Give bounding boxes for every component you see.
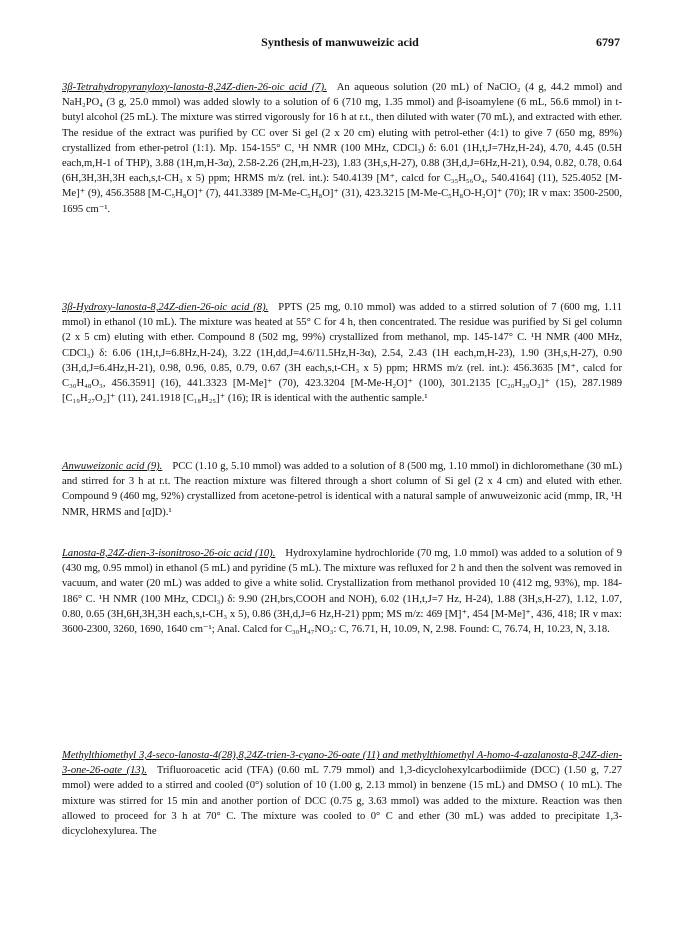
section-body: PCC (1.10 g, 5.10 mmol) was added to a solution of 8 (500 mg, 1.10 mmol) in dichloromethane (30 mL) and stirred for 3 h at r.t. The reaction mixture was filtered through a short column of Si gel (2 x 4 cm) and eluted with ether. Compound 9 (460 mg, 92%) crystallized from acetone-petrol is identical with a natural sample of anwuweizonic acid (mmp, IR, ¹H NMR, HRMS and [α]D).¹ [62, 461, 622, 518]
page-number: 6797 [596, 35, 620, 49]
section-body: Hydroxylamine hydrochloride (70 mg, 1.0 mmol) was added to a solution of 9 (430 mg, 0.95 mmol) in ethanol (5 mL) and pyridine (5 mL). The mixture was refluxed for 2 h and then the solvent was removed in vacuum, and water (20 mL) was added to give a white solid. Crystallization from methanol provided 10 (412 mg, 93%), mp. 184-186° C. ¹H NMR (100 MHz, CDCl₃) δ: 9.90 (2H,brs,COOH and NOH), 6.02 (1H,t,J=7 Hz, H-24), 1.88 (3H,s,H-27), 1.12, 1.07, 0.80, 0.65 (3H,6H,3H,3H each,s,t-CH₃ x 5), 0.86 (3H,d,J=6 Hz,H-21) ppm; MS m/z: 469 [M]⁺, 454 [M-Me]⁺, 436, 418; IR v max: 3600-2300, 3260, 1690, 1640 cm⁻¹; Anal. Calcd for C₃₀H₄₇NO₃: C, 76.71, H, 10.09, N, 2.98. Found: C, 76.74, H, 10.23, N, 3.18. [62, 548, 623, 636]
section-body: PPTS (25 mg, 0.10 mmol) was added to a stirred solution of 7 (600 mg, 1.11 mmol) in ethanol (10 mL). The mixture was heated at 55° C for 4 h, then concentrated. The residue was purified by Si gel column (2 x 5 cm) eluting with ether. Compound 8 (502 mg, 99%) crystallized from methanol, mp. 145-147° C. ¹H NMR (400 MHz, CDCl₃) δ: 6.06 (1H,t,J=6.8Hz,H-24), 3.22 (1H,dd,J=4.6/11.5Hz,H-3α), 2.54, 2.43 (1H each,m,H-23), 1.90 (3H,s,H-27), 0.90 (3H,d,J=6.4Hz,H-21), 0.98, 0.96, 0.85, 0.79, 0.67 (3H each,s,t-CH₃ x 5) ppm; HRMS m/z (rel. int.): 456.3635 [M⁺, calcd for C₃₀H₄₈O₃, 456.3591] (16), 441.3323 [M-Me]⁺ (70), 423.3204 [M-Me-H₂O]⁺ (100), 301.2135 [C₂₀H₂₉O₂]⁺ (15), 287.1989 [C₁₉H₂₇O₂]⁺ (11), 241.1918 [C₁₈H₂₅]⁺ (16); IR is identical with the authentic sample.¹ [62, 302, 622, 405]
section-compound-7 [62, 80, 622, 217]
section-heading: Lanosta-8,24Z-dien-3-isonitroso-26-oic acid (10). [62, 548, 276, 559]
section-heading: Methylthiomethyl 3,4-seco-lanosta-4(28),8,24Z-trien-3-cyano-26-oate (11) and methylthiomethyl A-homo-4-azalanosta-8,24Z-dien-3-one-26-oate (13). [62, 750, 622, 777]
section-compound-8 [62, 300, 622, 406]
section-compound-10 [62, 546, 622, 637]
running-title: Synthesis of manwuweizic acid [261, 35, 419, 49]
section-heading: 3β-Tetrahydropyranyloxy-lanosta-8,24Z-dien-26-oic acid (7). [62, 82, 327, 93]
section-body: An aqueous solution (20 mL) of NaClO₂ (4 g, 44.2 mmol) and NaH₂PO₄ (3 g, 25.0 mmol) was added slowly to a solution of 6 (710 mg, 1.35 mmol) and β-isoamylene (6 mL, 56.6 mmol) in t-butyl alcohol (25 mL). The mixture was stirred vigorously for 16 h at r.t., then diluted with water (70 mL), and extracted with ether. The residue of the extract was purified by CC over Si gel (2 x 20 cm) eluting with petrol-ether (4:1) to give 7 (650 mg, 89%) crystallized from ether-petrol (1:1). Mp. 154-155° C, ¹H NMR (100 MHz, CDCl₃) δ: 6.01 (1H,t,J=7Hz,H-24), 4.70, 4.45 (0.5H each,m,H-1 of THP), 3.88 (1H,m,H-3α), 2.58-2.26 (2H,m,H-23), 1.83 (3H,s,H-27), 0.88 (3H,d,J=6Hz,H-21), 0.94, 0.82, 0.78, 0.64 (6H,3H,3H,3H each,s,t-CH₃ x 5) ppm; HRMS m/z (rel. int.): 540.4139 [M⁺, calcd for C₃₅H₅₆O₄, 540.4164] (11), 525.4052 [M-Me]⁺ (9), 456.3588 [M-C₅H₈O]⁺ (7), 441.3389 [M-Me-C₅H₈O]⁺ (31), 423.3215 [M-Me-C₅H₈O-H₂O]⁺ (70); IR v max: 3500-2500, 1695 cm⁻¹. [62, 82, 622, 215]
section-compound-9 [62, 459, 622, 520]
section-body: Trifluoroacetic acid (TFA) (0.60 mL 7.79 mmol) and 1,3-dicyclohexylcarbodiimide (DCC) (1.50 g, 7.27 mmol) were added to a stirred and cooled (0°) solution of 10 (1.00 g, 2.13 mmol) in benzene (15 mL) and DMSO ( 10 mL). The mixture was stirred for 15 min and another portion of DCC (0.75 g, 3.63 mmol) was added to the mixture. Reaction was then allowed to proceed for 3 h at 70° C. The mixture was cooled to 0° C and ether (30 mL) was added to precipitate 1,3-dicyclohexylurea. The [62, 765, 622, 838]
section-heading: 3β-Hydroxy-lanosta-8,24Z-dien-26-oic acid (8). [62, 302, 269, 313]
running-header [60, 35, 620, 51]
section-compounds-11-13 [62, 748, 622, 839]
section-heading: Anwuweizonic acid (9). [62, 461, 163, 472]
